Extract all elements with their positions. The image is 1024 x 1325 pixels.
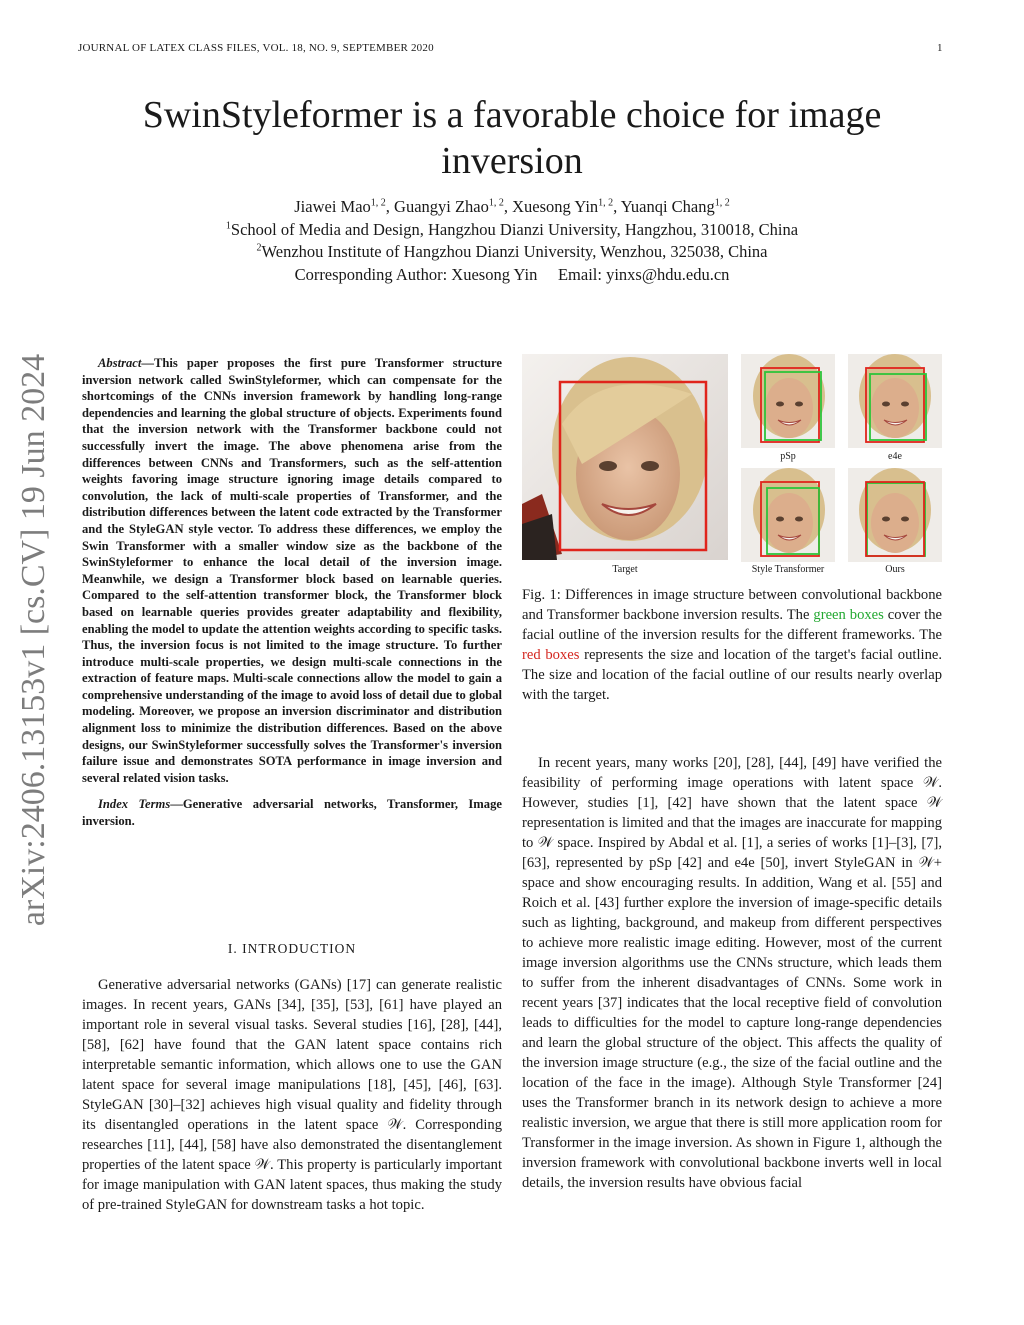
face-portrait-icon (848, 468, 942, 562)
caption-green-boxes: green boxes (813, 607, 884, 623)
target-image (522, 354, 728, 560)
author-name: Jiawei Mao (294, 197, 371, 216)
author-name: Yuanqi Chang (620, 197, 715, 216)
label-style-transformer: Style Transformer (751, 564, 825, 575)
page-number: 1 (937, 42, 943, 54)
ours-image (848, 468, 942, 562)
author-name: Xuesong Yin (512, 197, 599, 216)
affiliation-mark: 1 (225, 220, 231, 232)
face-portrait-icon (741, 354, 835, 448)
face-portrait-icon (522, 354, 728, 560)
affiliation-text: Wenzhou Institute of Hangzhou Dianzi University, Wenzhou, 325038, China (261, 242, 768, 261)
author-name: Guangyi Zhao (394, 197, 489, 216)
index-terms (82, 796, 502, 829)
right-paragraph: In recent years, many works [20], [28], [44], [49] have verified the feasibility of performing image operations with latent space 𝒲. However, studies [1], [42] have shown that the latent space 𝒲 representation is limited and that the images are inaccurate for mapping to 𝒲 space. Inspired by Abdal et al. [1], a series of works [1]–[3], [7], [63], represented by pSp [42] and e4e [50], invert StyleGAN in 𝒲+ space and show encouraging results. In addition, Wang et al. [55] and Roich et al. [43] further explore the inversion of image-specific details such as lighting, background, and makeup from different perspectives to achieve more realistic image editing. However, most of the current image inversion algorithms use the CNNs structure, which leads them to suffer from the inherent disadvantages of CNNs. Some work in recent years [37] indicates that the local receptive field of convolution leads to difficulties for the model to capture long-range dependencies and learn the global structure of the object. This affects the quality of the inversion image structure (e.g., the size of the facial outline and the location of the face in the image). Although Style Transformer [24] uses the Transformer branch in its network design to achieve a more realistic inversion, we argue that there is still more application room for Transformer in the image inversion. As shown in Figure 1, although the inversion framework with convolutional backbone inverts well in local details, the inversion results have obvious facial (522, 755, 942, 1191)
figure-1 (522, 354, 942, 580)
corresponding-line (60, 264, 964, 286)
caption-part: cover the facial outline of the inversion results for the different frameworks. The (522, 607, 942, 643)
title-line-2: inversion (441, 140, 583, 182)
author-affiliation: 1, 2 (370, 197, 386, 209)
author-affiliation: 1, 2 (488, 197, 504, 209)
right-column-body (522, 753, 942, 1193)
affiliation-2 (60, 241, 964, 263)
affiliation-text: School of Media and Design, Hangzhou Dianzi University, Hangzhou, 310018, China (230, 220, 799, 239)
affiliation-mark: 2 (256, 242, 262, 254)
affiliation-1 (60, 219, 964, 241)
label-e4e: e4e (888, 451, 902, 462)
email: Email: yinxs@hdu.edu.cn (557, 265, 730, 284)
paper-title (60, 92, 964, 184)
abstract-label: Abstract (98, 356, 142, 370)
index-terms-label: Index Terms (98, 797, 171, 812)
label-psp: pSp (780, 451, 796, 462)
title-line-1: SwinStyleformer is a favorable choice for image (142, 94, 882, 136)
author-affiliation: 1, 2 (714, 197, 730, 209)
label-target: Target (612, 564, 638, 575)
style-transformer-image (741, 468, 835, 562)
author-list: Jiawei Mao$^{1, 2}$, Guangyi Zhao$^{1, 2}$, Xuesong Yin$^{1, 2}$, Yuanqi Chang$^{1, 2}$ (294, 197, 730, 216)
corresponding-author: Corresponding Author: Xuesong Yin (294, 265, 538, 284)
face-portrait-icon (848, 354, 942, 448)
index-terms-text: —Generative adversarial networks, Transformer, Image inversion. (82, 797, 502, 829)
face-portrait-icon (741, 468, 835, 562)
figure-caption (522, 585, 942, 705)
caption-part: Fig. 1: Differences in image structure between convolutional backbone and Transformer backbone inversion results. The (522, 587, 942, 623)
running-header: JOURNAL OF LATEX CLASS FILES, VOL. 18, NO. 9, SEPTEMBER 2020 (78, 42, 434, 54)
caption-part: represents the size and location of the target's facial outline. The size and location of the facial outline of our results nearly overlap with the target. (522, 647, 942, 703)
section-heading: I. INTRODUCTION (227, 941, 357, 956)
label-ours: Ours (885, 564, 905, 575)
introduction-paragraph (82, 975, 502, 1215)
author-affiliation: 1, 2 (598, 197, 614, 209)
e4e-image (848, 354, 942, 448)
psp-image (741, 354, 835, 448)
intro-text: Generative adversarial networks (GANs) [17] can generate realistic images. In recent years, GANs [34], [35], [53], [61] have played an important role in several visual tasks. Several studies [16], [28], [44], [58], [62] have found that the GAN latent space contains rich interpretable semantic information, which allows one to use the GAN latent space for several image manipulations [18], [45], [46], [63]. StyleGAN [30]–[32] achieves high visual quality and fidelity through its disentangled operations in the latent space 𝒲. Corresponding researches [11], [44], [58] have also demonstrated the disentanglement properties of the latent space 𝒲. This property is particularly important for image manipulation with GAN latent spaces, thus making the study of pre-trained StyleGAN for downstream tasks a hot topic. (82, 977, 502, 1213)
caption-text (522, 585, 942, 705)
abstract (82, 355, 502, 786)
arxiv-stamp: arXiv:2406.13153v1 [cs.CV] 19 Jun 2024 (15, 353, 52, 927)
abstract-text: —This paper proposes the first pure Transformer structure inversion network called SwinStyleformer, which can compensate for the shortcomings of the CNNs inversion framework by handling long-range dependencies and learning the global structure of objects. Experiments found that the inversion network with the Transformer backbone could not successfully invert the image. The above phenomena arise from the differences between CNNs and Transformers, such as the self-attention weights favoring image structure ignoring image details compared to convolution, the lack of multi-scale properties of Transformer, and the distribution differences between the latent code extracted by the Transformer and the StyleGAN style vector. To address these differences, we employ the Swin Transformer with a smaller window size as the backbone of the SwinStyleformer to enhance the local detail of the inversion image. Meanwhile, we design a Transformer block based on learnable queries. Compared to the self-attention transformer block, the Transformer block based on learnable queries provides greater adaptability and flexibility, enabling the model to update the attention weights according to specific tasks. Thus, the inversion focus is not limited to the image structure. To further introduce multi-scale properties, we design multi-scale connections in the extraction of feature maps. Multi-scale connections allow the model to gain a comprehensive understanding of the image to avoid loss of detail due to global modeling. Moreover, we propose an inversion discriminator and distribution alignment loss to minimize the distribution differences. Based on the above designs, our SwinStyleformer successfully solves the Transformer's inversion failure issue and demonstrates SOTA performance in image inversion and several related vision tasks. (82, 356, 502, 785)
abstract-block (82, 355, 502, 830)
caption-red-boxes: red boxes (522, 647, 580, 663)
